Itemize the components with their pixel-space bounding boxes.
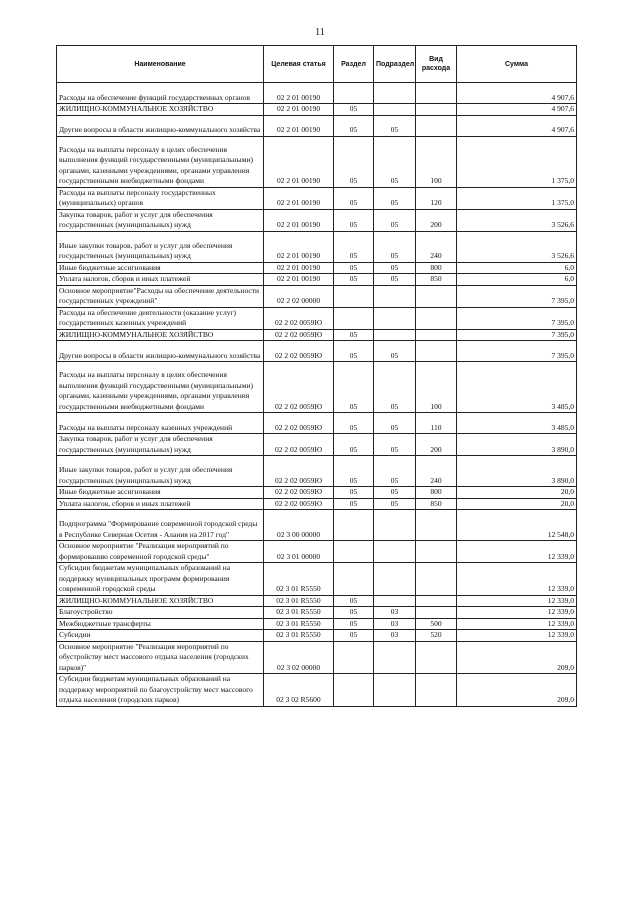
cell-subsection	[374, 307, 416, 329]
table-row	[57, 541, 577, 563]
cell-target: 02 2 01 00190	[264, 187, 334, 209]
table-row	[57, 231, 577, 262]
cell-subsection: 03	[374, 630, 416, 642]
cell-expense-type: 850	[416, 274, 457, 286]
table-row	[57, 510, 577, 541]
cell-subsection: 05	[374, 362, 416, 413]
header-name: Наименование	[57, 46, 264, 83]
cell-subsection	[374, 329, 416, 341]
cell-section	[334, 307, 374, 329]
table-row	[57, 83, 577, 104]
cell-target: 02 2 02 0059Ю	[264, 307, 334, 329]
cell-name: Расходы на выплаты персоналу в целях обеспечения выполнения функций государственными (муниципальными) органами, казенными учреждениями, органами управления государственными внебюджетными фондами	[57, 136, 264, 187]
cell-section: 05	[334, 456, 374, 487]
cell-subsection	[374, 510, 416, 541]
cell-section: 05	[334, 341, 374, 362]
cell-expense-type: 120	[416, 187, 457, 209]
table-row	[57, 434, 577, 456]
cell-expense-type: 850	[416, 498, 457, 510]
budget-table	[56, 45, 577, 707]
cell-target: 02 2 02 00000	[264, 285, 334, 307]
cell-section: 05	[334, 262, 374, 274]
cell-sum: 3 485,0	[457, 413, 577, 434]
cell-target: 02 2 01 00190	[264, 209, 334, 231]
page-number: 11	[315, 27, 325, 38]
cell-section	[334, 510, 374, 541]
cell-name: Другие вопросы в области жилищно-коммунального хозяйства	[57, 341, 264, 362]
cell-target: 02 3 01 R5550	[264, 595, 334, 607]
table-row	[57, 262, 577, 274]
table-row	[57, 607, 577, 619]
cell-section: 05	[334, 362, 374, 413]
cell-section: 05	[334, 115, 374, 136]
cell-target: 02 2 02 0059Ю	[264, 434, 334, 456]
cell-target: 02 2 01 00190	[264, 231, 334, 262]
table-row	[57, 209, 577, 231]
cell-section: 05	[334, 104, 374, 116]
cell-target: 02 2 01 00190	[264, 274, 334, 286]
cell-name: Расходы на выплаты персоналу государственных (муниципальных) органов	[57, 187, 264, 209]
cell-expense-type	[416, 607, 457, 619]
cell-expense-type	[416, 674, 457, 707]
cell-name: Основное мероприятие "Реализация мероприятий по обустройству мест массового отдыха населения (городских парков)"	[57, 641, 264, 674]
cell-target: 02 2 02 0059Ю	[264, 329, 334, 341]
cell-sum: 12 339,0	[457, 541, 577, 563]
cell-section	[334, 285, 374, 307]
table-row	[57, 285, 577, 307]
cell-subsection	[374, 595, 416, 607]
cell-expense-type	[416, 83, 457, 104]
cell-sum: 7 395,0	[457, 329, 577, 341]
cell-subsection	[374, 83, 416, 104]
cell-sum: 4 907,6	[457, 83, 577, 104]
cell-subsection: 05	[374, 413, 416, 434]
table-row	[57, 456, 577, 487]
cell-section: 05	[334, 498, 374, 510]
cell-section	[334, 674, 374, 707]
cell-section: 05	[334, 595, 374, 607]
cell-name: ЖИЛИЩНО-КОММУНАЛЬНОЕ ХОЗЯЙСТВО	[57, 329, 264, 341]
cell-name: Закупка товаров, работ и услуг для обеспечения государственных (муниципальных) нужд	[57, 209, 264, 231]
table-row	[57, 329, 577, 341]
cell-name: Расходы на выплаты персоналу в целях обеспечения выполнения функций государственными (муниципальными) органами, казенными учреждениями, органами управления государственными внебюджетными фондами	[57, 362, 264, 413]
cell-name: Расходы на выплаты персоналу казенных учреждений	[57, 413, 264, 434]
cell-subsection	[374, 641, 416, 674]
cell-subsection: 03	[374, 607, 416, 619]
cell-subsection: 05	[374, 262, 416, 274]
cell-expense-type: 200	[416, 209, 457, 231]
cell-section: 05	[334, 607, 374, 619]
cell-expense-type: 240	[416, 231, 457, 262]
cell-name: Иные бюджетные ассигнования	[57, 487, 264, 499]
cell-target: 02 3 01 00000	[264, 541, 334, 563]
cell-section	[334, 83, 374, 104]
cell-expense-type	[416, 104, 457, 116]
table-row	[57, 362, 577, 413]
cell-sum: 209,0	[457, 674, 577, 707]
cell-sum: 3 890,0	[457, 434, 577, 456]
cell-target: 02 3 02 00000	[264, 641, 334, 674]
cell-subsection: 03	[374, 618, 416, 630]
cell-target: 02 2 02 0059Ю	[264, 413, 334, 434]
cell-sum: 3 890,0	[457, 456, 577, 487]
cell-target: 02 2 02 0059Ю	[264, 341, 334, 362]
cell-target: 02 2 02 0059Ю	[264, 362, 334, 413]
cell-expense-type: 100	[416, 362, 457, 413]
cell-name: Основное мероприятие "Реализация мероприятий по формированию современной городской среды"	[57, 541, 264, 563]
cell-sum: 209,0	[457, 641, 577, 674]
cell-expense-type	[416, 595, 457, 607]
cell-sum: 12 548,0	[457, 510, 577, 541]
cell-name: Субсидии	[57, 630, 264, 642]
cell-sum: 20,0	[457, 498, 577, 510]
cell-expense-type	[416, 341, 457, 362]
cell-expense-type: 500	[416, 618, 457, 630]
cell-section: 05	[334, 274, 374, 286]
table-row	[57, 136, 577, 187]
cell-sum: 1 375,0	[457, 187, 577, 209]
header-expense-type: Вид расхода	[416, 46, 457, 83]
cell-subsection	[374, 563, 416, 596]
table-row	[57, 115, 577, 136]
cell-sum: 12 339,0	[457, 630, 577, 642]
table-row	[57, 413, 577, 434]
cell-expense-type	[416, 563, 457, 596]
cell-subsection: 05	[374, 187, 416, 209]
cell-target: 02 3 01 R5550	[264, 563, 334, 596]
cell-name: Уплата налогов, сборов и иных платежей	[57, 498, 264, 510]
cell-section	[334, 541, 374, 563]
cell-target: 02 2 02 0059Ю	[264, 456, 334, 487]
cell-target: 02 3 01 R5550	[264, 618, 334, 630]
cell-target: 02 2 01 00190	[264, 136, 334, 187]
cell-target: 02 2 01 00190	[264, 83, 334, 104]
cell-subsection	[374, 285, 416, 307]
cell-sum: 3 526,6	[457, 231, 577, 262]
cell-section: 05	[334, 413, 374, 434]
cell-expense-type: 520	[416, 630, 457, 642]
cell-name: ЖИЛИЩНО-КОММУНАЛЬНОЕ ХОЗЯЙСТВО	[57, 104, 264, 116]
cell-name: Расходы на обеспечение деятельности (оказание услуг) государственных казенных учреждений	[57, 307, 264, 329]
cell-sum: 12 339,0	[457, 618, 577, 630]
cell-target: 02 3 01 R5550	[264, 630, 334, 642]
cell-name: Подпрограмма "Формирование современной городской среды в Республике Северная Осетия - Алания на 2017 год"	[57, 510, 264, 541]
cell-name: Межбюджетные трансферты	[57, 618, 264, 630]
cell-section: 05	[334, 630, 374, 642]
header-target: Целевая статья	[264, 46, 334, 83]
table-row	[57, 341, 577, 362]
table-row	[57, 641, 577, 674]
cell-subsection: 05	[374, 136, 416, 187]
cell-expense-type	[416, 641, 457, 674]
cell-sum: 7 395,0	[457, 307, 577, 329]
cell-expense-type	[416, 510, 457, 541]
cell-sum: 12 339,0	[457, 607, 577, 619]
cell-target: 02 2 01 00190	[264, 115, 334, 136]
cell-expense-type	[416, 307, 457, 329]
header-sum: Сумма	[457, 46, 577, 83]
cell-expense-type: 800	[416, 487, 457, 499]
cell-name: ЖИЛИЩНО-КОММУНАЛЬНОЕ ХОЗЯЙСТВО	[57, 595, 264, 607]
cell-name: Закупка товаров, работ и услуг для обеспечения государственных (муниципальных) нужд	[57, 434, 264, 456]
table-row	[57, 595, 577, 607]
table-body	[57, 83, 577, 707]
cell-name: Расходы на обеспечение функций государственных органов	[57, 83, 264, 104]
cell-subsection	[374, 541, 416, 563]
cell-subsection: 05	[374, 434, 416, 456]
cell-subsection: 05	[374, 274, 416, 286]
cell-sum: 20,0	[457, 487, 577, 499]
table-row	[57, 618, 577, 630]
cell-subsection: 05	[374, 487, 416, 499]
cell-name: Иные бюджетные ассигнования	[57, 262, 264, 274]
table-row	[57, 563, 577, 596]
cell-sum: 4 907,6	[457, 115, 577, 136]
cell-expense-type: 100	[416, 136, 457, 187]
cell-target: 02 2 01 00190	[264, 262, 334, 274]
table-row	[57, 674, 577, 707]
table-row	[57, 630, 577, 642]
cell-name: Субсидии бюджетам муниципальных образований на поддержку мероприятий по благоустройству мест массового отдыха населения (городских парков)	[57, 674, 264, 707]
cell-expense-type: 110	[416, 413, 457, 434]
cell-sum: 4 907,6	[457, 104, 577, 116]
cell-section: 05	[334, 136, 374, 187]
cell-sum: 12 339,0	[457, 595, 577, 607]
cell-sum: 12 339,0	[457, 563, 577, 596]
cell-section: 05	[334, 329, 374, 341]
cell-sum: 6,0	[457, 262, 577, 274]
cell-subsection: 05	[374, 115, 416, 136]
table-row	[57, 274, 577, 286]
cell-sum: 7 395,0	[457, 341, 577, 362]
cell-section	[334, 641, 374, 674]
cell-section: 05	[334, 434, 374, 456]
cell-expense-type	[416, 329, 457, 341]
cell-target: 02 2 02 0059Ю	[264, 487, 334, 499]
cell-sum: 6,0	[457, 274, 577, 286]
cell-expense-type	[416, 541, 457, 563]
cell-sum: 7 395,0	[457, 285, 577, 307]
cell-target: 02 3 01 R5550	[264, 607, 334, 619]
table-header-row	[57, 46, 577, 83]
cell-name: Иные закупки товаров, работ и услуг для обеспечения государственных (муниципальных) нужд	[57, 456, 264, 487]
table-row	[57, 307, 577, 329]
cell-section: 05	[334, 231, 374, 262]
header-section: Раздел	[334, 46, 374, 83]
cell-section: 05	[334, 209, 374, 231]
cell-expense-type	[416, 115, 457, 136]
cell-subsection	[374, 104, 416, 116]
cell-sum: 1 375,0	[457, 136, 577, 187]
cell-section: 05	[334, 487, 374, 499]
table-row	[57, 187, 577, 209]
cell-target: 02 2 02 0059Ю	[264, 498, 334, 510]
cell-target: 02 3 02 R5600	[264, 674, 334, 707]
cell-expense-type: 200	[416, 434, 457, 456]
cell-subsection: 05	[374, 341, 416, 362]
cell-target: 02 2 01 00190	[264, 104, 334, 116]
cell-section	[334, 563, 374, 596]
cell-subsection: 05	[374, 231, 416, 262]
cell-name: Другие вопросы в области жилищно-коммунального хозяйства	[57, 115, 264, 136]
cell-subsection	[374, 674, 416, 707]
cell-target: 02 3 00 00000	[264, 510, 334, 541]
cell-name: Иные закупки товаров, работ и услуг для обеспечения государственных (муниципальных) нужд	[57, 231, 264, 262]
cell-name: Уплата налогов, сборов и иных платежей	[57, 274, 264, 286]
table-row	[57, 498, 577, 510]
cell-expense-type	[416, 285, 457, 307]
cell-section: 05	[334, 187, 374, 209]
cell-name: Основное мероприятие"Расходы на обеспечение деятельности государственных учреждений"	[57, 285, 264, 307]
cell-sum: 3 526,6	[457, 209, 577, 231]
table-row	[57, 104, 577, 116]
cell-expense-type: 800	[416, 262, 457, 274]
cell-subsection: 05	[374, 209, 416, 231]
header-subsection: Подраздел	[374, 46, 416, 83]
cell-subsection: 05	[374, 456, 416, 487]
cell-subsection: 05	[374, 498, 416, 510]
cell-name: Благоустройство	[57, 607, 264, 619]
cell-expense-type: 240	[416, 456, 457, 487]
cell-sum: 3 485,0	[457, 362, 577, 413]
table-row	[57, 487, 577, 499]
cell-section: 05	[334, 618, 374, 630]
cell-name: Субсидии бюджетам муниципальных образований на поддержку муниципальных программ формирования современной городской среды	[57, 563, 264, 596]
